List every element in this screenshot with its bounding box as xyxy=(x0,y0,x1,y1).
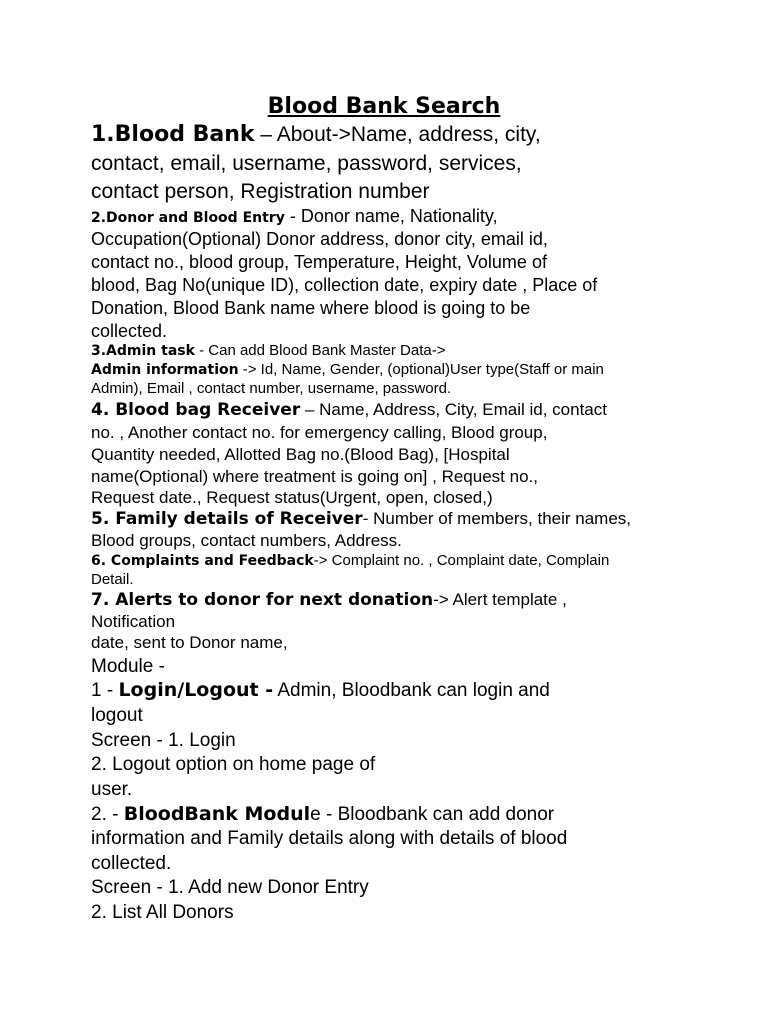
module-2-line-1 xyxy=(91,805,554,824)
section-3-heading: 3.Admin task xyxy=(91,343,195,359)
section-4-line-5: Request date., Request status(Urgent, open, closed,) xyxy=(91,488,493,507)
section-2-line-4: blood, Bag No(unique ID), collection date, expiry date , Place of xyxy=(91,275,598,295)
section-7-line-3: date, sent to Donor name, xyxy=(91,633,288,652)
module-2-prefix: 2. - xyxy=(91,804,124,825)
section-3-line-2 xyxy=(91,362,604,378)
module-1-screen-3: user. xyxy=(91,779,133,800)
section-2-line-5: Donation, Blood Bank name where blood is going to be xyxy=(91,298,531,318)
admin-information-heading: Admin information xyxy=(91,362,239,378)
section-3-line-1 xyxy=(91,343,445,359)
section-4-line-2: no. , Another contact no. for emergency calling, Blood group, xyxy=(91,423,548,442)
module-1-line-2: logout xyxy=(91,705,143,726)
module-2-screen-2: 2. List All Donors xyxy=(91,902,234,923)
section-7-line-1 xyxy=(91,591,567,609)
module-1-screen-2: 2. Logout option on home page of xyxy=(91,754,376,775)
section-2-line-1 xyxy=(91,207,498,226)
module-2-heading: BloodBank Modul xyxy=(123,803,311,825)
module-label: Module - xyxy=(91,656,165,677)
section-3-text-2: -> Id, Name, Gender, (optional)User type(Staff or main xyxy=(238,361,604,378)
section-7-heading: 7. Alerts to donor for next donation xyxy=(91,590,434,610)
module-1-prefix: 1 - xyxy=(91,680,119,701)
section-6-text: -> Complaint no. , Complaint date, Complain xyxy=(313,552,610,569)
section-2-heading: 2.Donor and Blood Entry xyxy=(91,210,285,226)
section-4-line-1 xyxy=(91,401,607,419)
section-1-heading: 1.Blood Bank xyxy=(91,122,255,147)
section-5-text: - Number of members, their names, xyxy=(362,509,632,528)
module-2-line-3: collected. xyxy=(91,853,172,874)
section-7-line-2: Notification xyxy=(91,612,176,631)
section-1-line-2: contact, email, username, password, services, xyxy=(91,152,522,175)
section-6-heading: 6. Complaints and Feedback xyxy=(91,553,314,569)
section-4-text: – Name, Address, City, Email id, contact xyxy=(300,400,607,419)
module-2-text: e - Bloodbank can add donor xyxy=(310,804,555,825)
section-5-heading: 5. Family details of Receiver xyxy=(91,509,363,529)
section-4-line-3: Quantity needed, Allotted Bag no.(Blood Bag), [Hospital xyxy=(91,445,510,464)
section-6-line-2: Detail. xyxy=(91,571,134,588)
module-1-text: Admin, Bloodbank can login and xyxy=(273,680,550,701)
section-5-line-1 xyxy=(91,510,631,528)
section-2-line-3: contact no., blood group, Temperature, Height, Volume of xyxy=(91,252,547,272)
section-3-text: - Can add Blood Bank Master Data-> xyxy=(194,342,446,359)
section-7-text: -> Alert template , xyxy=(433,590,567,609)
module-1-screen-1: Screen - 1. Login xyxy=(91,730,236,751)
section-1-line-3: contact person, Registration number xyxy=(91,180,430,203)
section-2-text: - Donor name, Nationality, xyxy=(284,206,498,226)
module-1-line-1 xyxy=(91,681,550,700)
page-title: Blood Bank Search xyxy=(267,94,501,119)
module-1-heading: Login/Logout - xyxy=(118,679,274,701)
section-3-line-3: Admin), Email , contact number, username, password. xyxy=(91,380,452,397)
section-1-line-1 xyxy=(91,124,541,146)
section-4-line-4: name(Optional) where treatment is going on] , Request no., xyxy=(91,467,538,486)
module-2-screen-1: Screen - 1. Add new Donor Entry xyxy=(91,877,369,898)
section-1-text: – About->Name, address, city, xyxy=(254,123,541,146)
section-2-line-2: Occupation(Optional) Donor address, donor city, email id, xyxy=(91,229,548,249)
section-5-line-2: Blood groups, contact numbers, Address. xyxy=(91,531,402,550)
module-2-line-2: information and Family details along with details of blood xyxy=(91,828,568,849)
section-2-line-6: collected. xyxy=(91,321,168,341)
section-4-heading: 4. Blood bag Receiver xyxy=(91,400,301,420)
section-6-line-1 xyxy=(91,553,609,569)
